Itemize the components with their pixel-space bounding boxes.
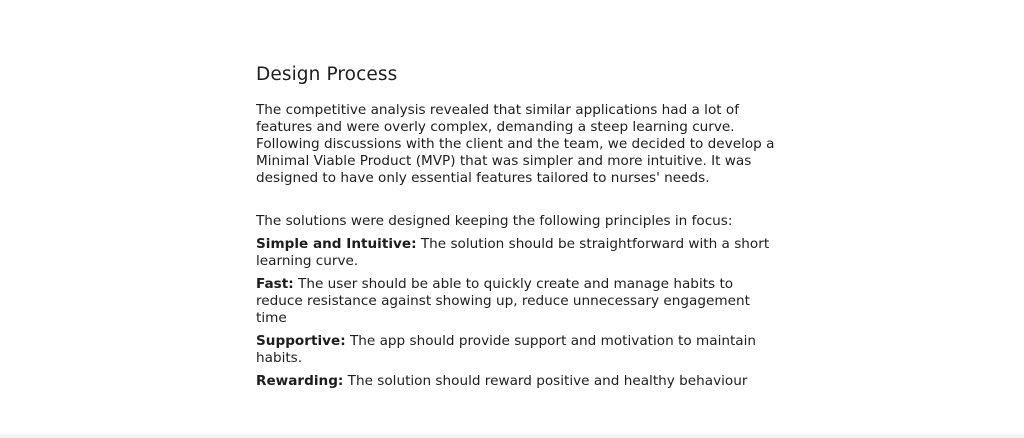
- principle-label: Fast:: [256, 276, 294, 292]
- principle-label: Supportive:: [256, 333, 346, 349]
- principle-text: The solution should be straightforward with a short learning curve.: [256, 236, 770, 269]
- principle-text: The app should provide support and motivation to maintain habits.: [256, 333, 757, 366]
- competitive-analysis-paragraph: The competitive analysis revealed that similar applications had a lot of features and were overly complex, demanding a steep learning curve. Following discussions with the client and the team, we decided to develop a Minimal Viable Product (MVP) that was simpler and more intuitive. It was designed to have only essential features tailored to nurses' needs.: [256, 102, 775, 186]
- principles-intro: The solutions were designed keeping the following principles in focus:: [256, 213, 733, 229]
- bottom-divider: [0, 434, 1024, 438]
- principle-label: Rewarding:: [256, 373, 344, 389]
- principle-text: The solution should reward positive and healthy behaviour: [343, 373, 748, 389]
- principle-supportive: [256, 333, 776, 367]
- principle-label: Simple and Intuitive:: [256, 236, 417, 252]
- design-process-section: [256, 62, 776, 390]
- principle-text: The user should be able to quickly create and manage habits to reduce resistance against showing up, reduce unnecessary engagement time: [256, 276, 750, 326]
- principle-fast: [256, 276, 776, 327]
- principle-rewarding: [256, 373, 776, 390]
- section-title: Design Process: [256, 64, 398, 85]
- principle-simple-intuitive: [256, 236, 776, 270]
